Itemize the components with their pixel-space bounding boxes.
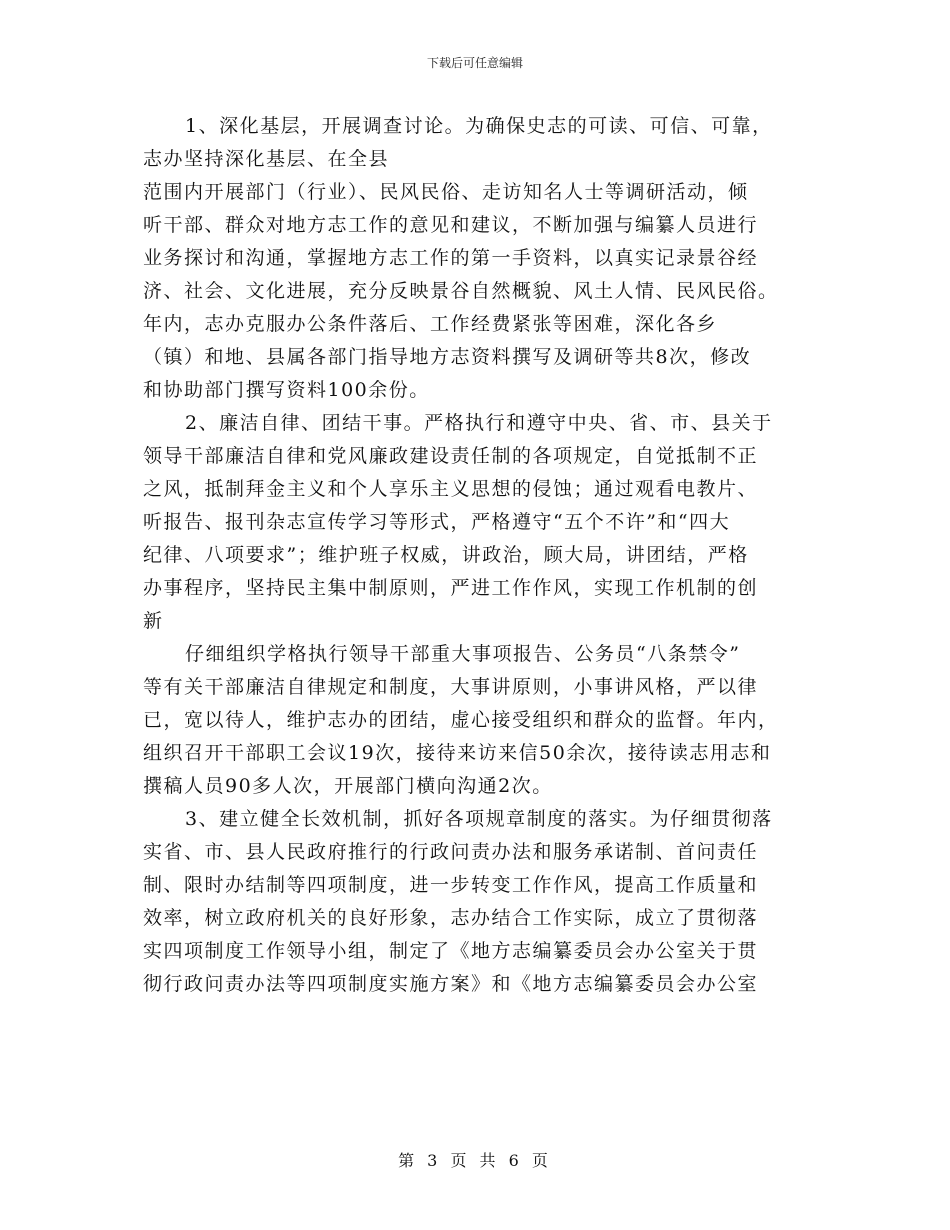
paragraph-line: 业务探讨和沟通，掌握地方志工作的第一手资料，以真实记录景谷经	[143, 247, 759, 269]
paragraph-line: 实四项制度工作领导小组，制定了《地方志编纂委员会办公室关于贯	[143, 940, 759, 962]
paragraph-line: 撰稿人员90多人次，开展部门横向沟通2次。	[143, 775, 553, 797]
paragraph-line: 仔细组织学格执行领导干部重大事项报告、公务员“八条禁令”	[185, 643, 741, 665]
paragraph-line: 和协助部门撰写资料100余份。	[143, 379, 430, 401]
paragraph-line: 范围内开展部门（行业）、民风民俗、走访知名人士等调研活动，倾	[143, 181, 749, 203]
paragraph-line: 效率，树立政府机关的良好形象，志办结合工作实际，成立了贯彻落	[143, 907, 759, 929]
paragraph-line: 纪律、八项要求”；维护班子权威，讲政治，顾大局，讲团结，严格	[143, 544, 749, 566]
paragraph-line: 听报告、报刊杂志宣传学习等形式，严格遵守“五个不许”和“四大	[143, 511, 731, 533]
paragraph-line: 志办坚持深化基层、在全县	[143, 148, 390, 170]
page-header-note: 下载后可任意编辑	[426, 56, 523, 70]
page-number-footer: 第 3 页 共 6 页	[398, 1151, 552, 1170]
paragraph-line: 新	[143, 610, 164, 632]
paragraph-line: （镇）和地、县属各部门指导地方志资料撰写及调研等共8次，修改	[143, 346, 752, 368]
paragraph-line: 听干部、群众对地方志工作的意见和建议，不断加强与编纂人员进行	[143, 214, 759, 236]
paragraph-line: 等有关干部廉洁自律规定和制度，大事讲原则，小事讲风格，严以律	[143, 676, 759, 698]
document-body	[143, 110, 808, 1001]
paragraph-line: 彻行政问责办法等四项制度实施方案》和《地方志编纂委员会办公室	[143, 973, 759, 995]
paragraph-line: 实省、市、县人民政府推行的行政问责办法和服务承诺制、首问责任	[143, 841, 759, 863]
paragraph-line: 组织召开干部职工会议19次，接待来访来信50余次，接待读志用志和	[143, 742, 772, 764]
paragraph-line: 2、廉洁自律、团结干事。严格执行和遵守中央、省、市、县关于	[185, 412, 773, 434]
paragraph-line: 3、建立健全长效机制，抓好各项规章制度的落实。为仔细贯彻落	[185, 808, 773, 830]
paragraph-line: 领导干部廉洁自律和党风廉政建设责任制的各项规定，自觉抵制不正	[143, 445, 759, 467]
paragraph-line: 年内，志办克服办公条件落后、工作经费紧张等困难，深化各乡	[143, 313, 718, 335]
paragraph-line: 济、社会、文化进展，充分反映景谷自然概貌、风土人情、民风民俗。	[143, 280, 779, 302]
paragraph-line: 办事程序，坚持民主集中制原则，严进工作作风，实现工作机制的创	[143, 577, 759, 599]
paragraph-line: 已，宽以待人，维护志办的团结，虚心接受组织和群众的监督。年内，	[143, 709, 779, 731]
paragraph-line: 1、深化基层，开展调查讨论。为确保史志的可读、可信、可靠，	[185, 115, 773, 137]
paragraph-line: 之风，抵制拜金主义和个人享乐主义思想的侵蚀；通过观看电教片、	[143, 478, 759, 500]
paragraph-line: 制、限时办结制等四项制度，进一步转变工作作风，提高工作质量和	[143, 874, 759, 896]
